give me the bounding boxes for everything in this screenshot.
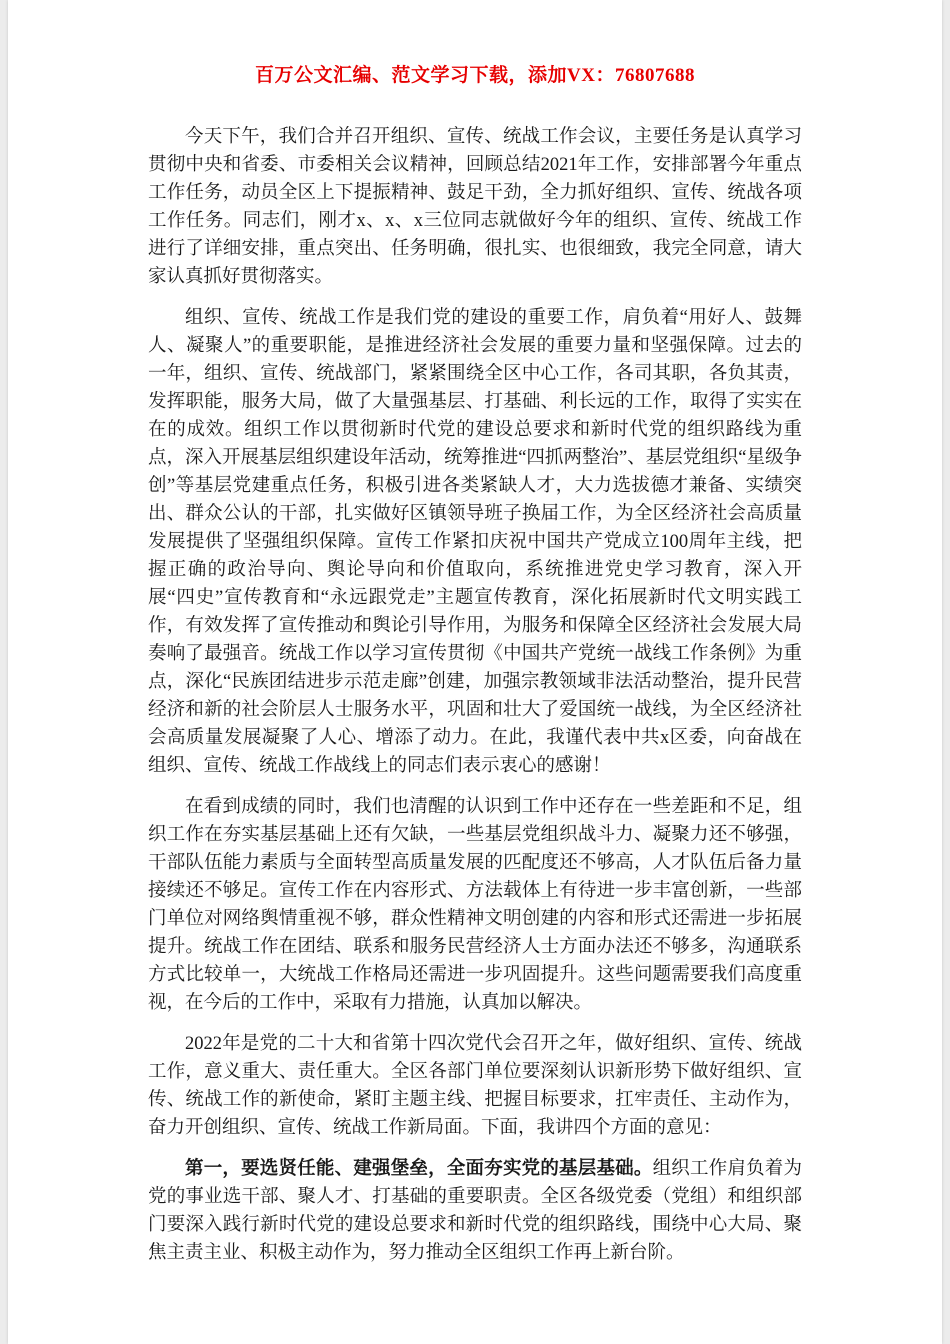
ad-banner-text: 百万公文汇编、范文学习下载，添加VX：76807688 [255, 65, 695, 86]
paragraph-2 [148, 304, 802, 780]
paragraph-4 [148, 1030, 802, 1142]
paragraph-1-text: 今天下午，我们合并召开组织、宣传、统战工作会议，主要任务是认真学习贯彻中央和省委、市委相关会议精神，回顾总结2021年工作，安排部署今年重点工作任务，动员全区上下提振精神、鼓足干劲，全力抓好组织、宣传、统战各项工作任务。同志们，刚才x、x、x三位同志就做好今年的组织、宣传、统战工作进行了详细安排，重点突出、任务明确，很扎实、也很细致，我完全同意，请大家认真抓好贯彻落实。 [148, 127, 802, 287]
paragraph-3-text: 在看到成绩的同时，我们也清醒的认识到工作中还存在一些差距和不足，组织工作在夯实基层基础上还有欠缺，一些基层党组织战斗力、凝聚力还不够强，干部队伍能力素质与全面转型高质量发展的匹配度还不够高，人才队伍后备力量接续还不够足。宣传工作在内容形式、方法载体上有待进一步丰富创新，一些部门单位对网络舆情重视不够，群众性精神文明创建的内容和形式还需进一步拓展提升。统战工作在团结、联系和服务民营经济人士方面办法还不够多，沟通联系方式比较单一，大统战工作格局还需进一步巩固提升。这些问题需要我们高度重视，在今后的工作中，采取有力措施，认真加以解决。 [148, 797, 802, 1013]
document-page [8, 0, 942, 1344]
document-body [148, 123, 802, 1267]
paragraph-2-text: 组织、宣传、统战工作是我们党的建设的重要工作，肩负着“用好人、鼓舞人、凝聚人”的重要职能，是推进经济社会发展的重要力量和坚强保障。过去的一年，组织、宣传、统战部门，紧紧围绕全区中心工作，各司其职，各负其责，发挥职能，服务大局，做了大量强基层、打基础、利长远的工作，取得了实实在在的成效。组织工作以贯彻新时代党的建设总要求和新时代党的组织路线为重点，深入开展基层组织建设年活动，统筹推进“四抓两整治”、基层党组织“星级争创”等基层党建重点任务，积极引进各类紧缺人才，大力选拔德才兼备、实绩突出、群众公认的干部，扎实做好区镇领导班子换届工作，为全区经济社会高质量发展提供了坚强组织保障。宣传工作紧扣庆祝中国共产党成立100周年主线，把握正确的政治导向、舆论导向和价值取向，系统推进党史学习教育，深入开展“四史”宣传教育和“永远跟党走”主题宣传教育，深化拓展新时代文明实践工作，有效发挥了宣传推动和舆论引导作用，为服务和保障全区经济社会发展大局奏响了最强音。统战工作以学习宣传贯彻《中国共产党统一战线工作条例》为重点，深化“民族团结进步示范走廊”创建，加强宗教领域非法活动整治，提升民营经济和新的社会阶层人士服务水平，巩固和壮大了爱国统一战线，为全区经济社会高质量发展凝聚了人心、增添了动力。在此，我谨代表中共x区委，向奋战在组织、宣传、统战工作战线上的同志们表示衷心的感谢！ [148, 308, 802, 776]
paragraph-5-text: 组织工作肩负着为党的事业选干部、聚人才、打基础的重要职责。全区各级党委（党组）和组织部门要深入践行新时代党的建设总要求和新时代党的组织路线，围绕中心大局、聚焦主责主业、积极主动作为，努力推动全区组织工作再上新台阶。 [148, 1159, 802, 1263]
paragraph-5-bold-lead: 第一，要选贤任能、建强堡垒，全面夯实党的基层基础。 [185, 1159, 653, 1179]
paragraph-5 [148, 1155, 802, 1267]
paragraph-3 [148, 793, 802, 1017]
paragraph-1 [148, 123, 802, 291]
paragraph-4-text: 2022年是党的二十大和省第十四次党代会召开之年，做好组织、宣传、统战工作，意义重大、责任重大。全区各部门单位要深刻认识新形势下做好组织、宣传、统战工作的新使命，紧盯主题主线、把握目标要求，扛牢责任、主动作为，奋力开创组织、宣传、统战工作新局面。下面，我讲四个方面的意见： [148, 1034, 802, 1138]
